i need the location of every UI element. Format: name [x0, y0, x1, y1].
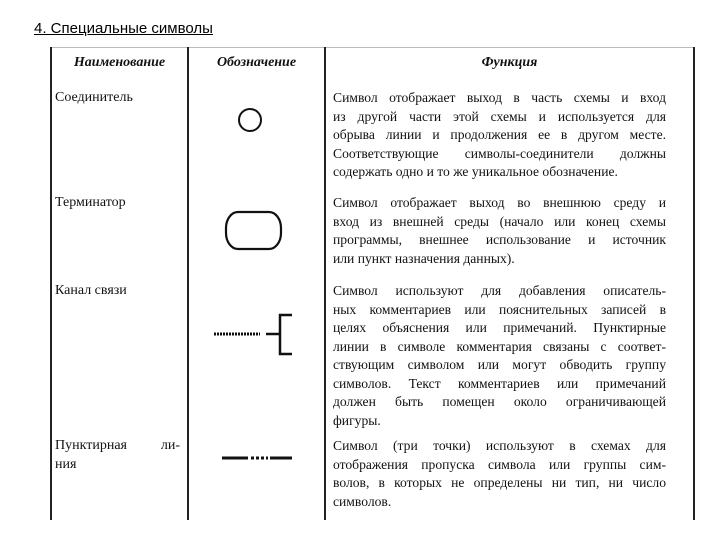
terminator-icon [223, 209, 285, 253]
row-name: Канал связи [55, 283, 127, 298]
row-name-line: Пунктирная ли- [55, 438, 180, 453]
function-line: из другой части этой схемы и используется для [333, 108, 666, 124]
row-function [333, 89, 666, 182]
function-line: символов. Текст комментариев или примечаний [333, 375, 666, 391]
function-line: содержать одно и то же уникальное обозначение. [333, 164, 618, 179]
function-line: ствующим символом или могут обводить группу [333, 357, 666, 372]
slide-title: 4. Специальные символы [34, 20, 213, 37]
function-line: Символ используют для добавления описатель- [333, 283, 666, 298]
function-line: вход из внешней среды (начало или конец схемы [333, 213, 666, 229]
row-name [55, 437, 180, 474]
function-line: Символ (три точки) используют в схемах для [333, 438, 666, 453]
function-line: отображения пропуска символа или группы сим- [333, 456, 666, 472]
row-function [333, 437, 666, 511]
table-left-border [50, 47, 52, 520]
row-name-line: ния [55, 456, 77, 472]
row-name: Соединитель [55, 90, 133, 105]
row-name: Терминатор [55, 195, 126, 210]
function-line: программы, внешнее использование и источник [333, 232, 666, 247]
header-function: Функция [481, 55, 538, 70]
function-line: фигуры. [333, 412, 381, 428]
connector-circle-icon [234, 104, 266, 136]
function-line: Символ отображает выход во внешнюю среду и [333, 195, 666, 210]
table-top-border [50, 47, 694, 48]
function-line: ных комментариев или пояснительных записей в [333, 301, 666, 317]
comment-bracket-icon [212, 312, 292, 358]
column-divider [324, 47, 326, 520]
header-symbol: Обозначение [216, 55, 297, 70]
function-line: символов. [333, 493, 392, 509]
function-line: Символ отображает выход в часть схемы и вход [333, 90, 666, 105]
function-line: линии в символе комментария связаны с соответ- [333, 338, 666, 354]
header-name: Наименование [73, 55, 166, 70]
function-line: или пункт назначения данных). [333, 250, 515, 266]
function-line: Соответствующие символы-соединители должны [333, 145, 666, 161]
function-line: волов, в которых не определены ни тип, ни число [333, 475, 666, 490]
function-line: обрыва линии и продолжения ее в другом месте. [333, 127, 666, 142]
column-divider [187, 47, 189, 520]
function-line: должен быть помещен около ограничивающей [333, 394, 666, 409]
function-line: целях объяснения или примечаний. Пунктирные [333, 320, 666, 335]
row-function [333, 282, 666, 430]
row-function [333, 194, 666, 268]
table-right-border [693, 47, 695, 520]
dashed-line-icon [220, 452, 294, 464]
